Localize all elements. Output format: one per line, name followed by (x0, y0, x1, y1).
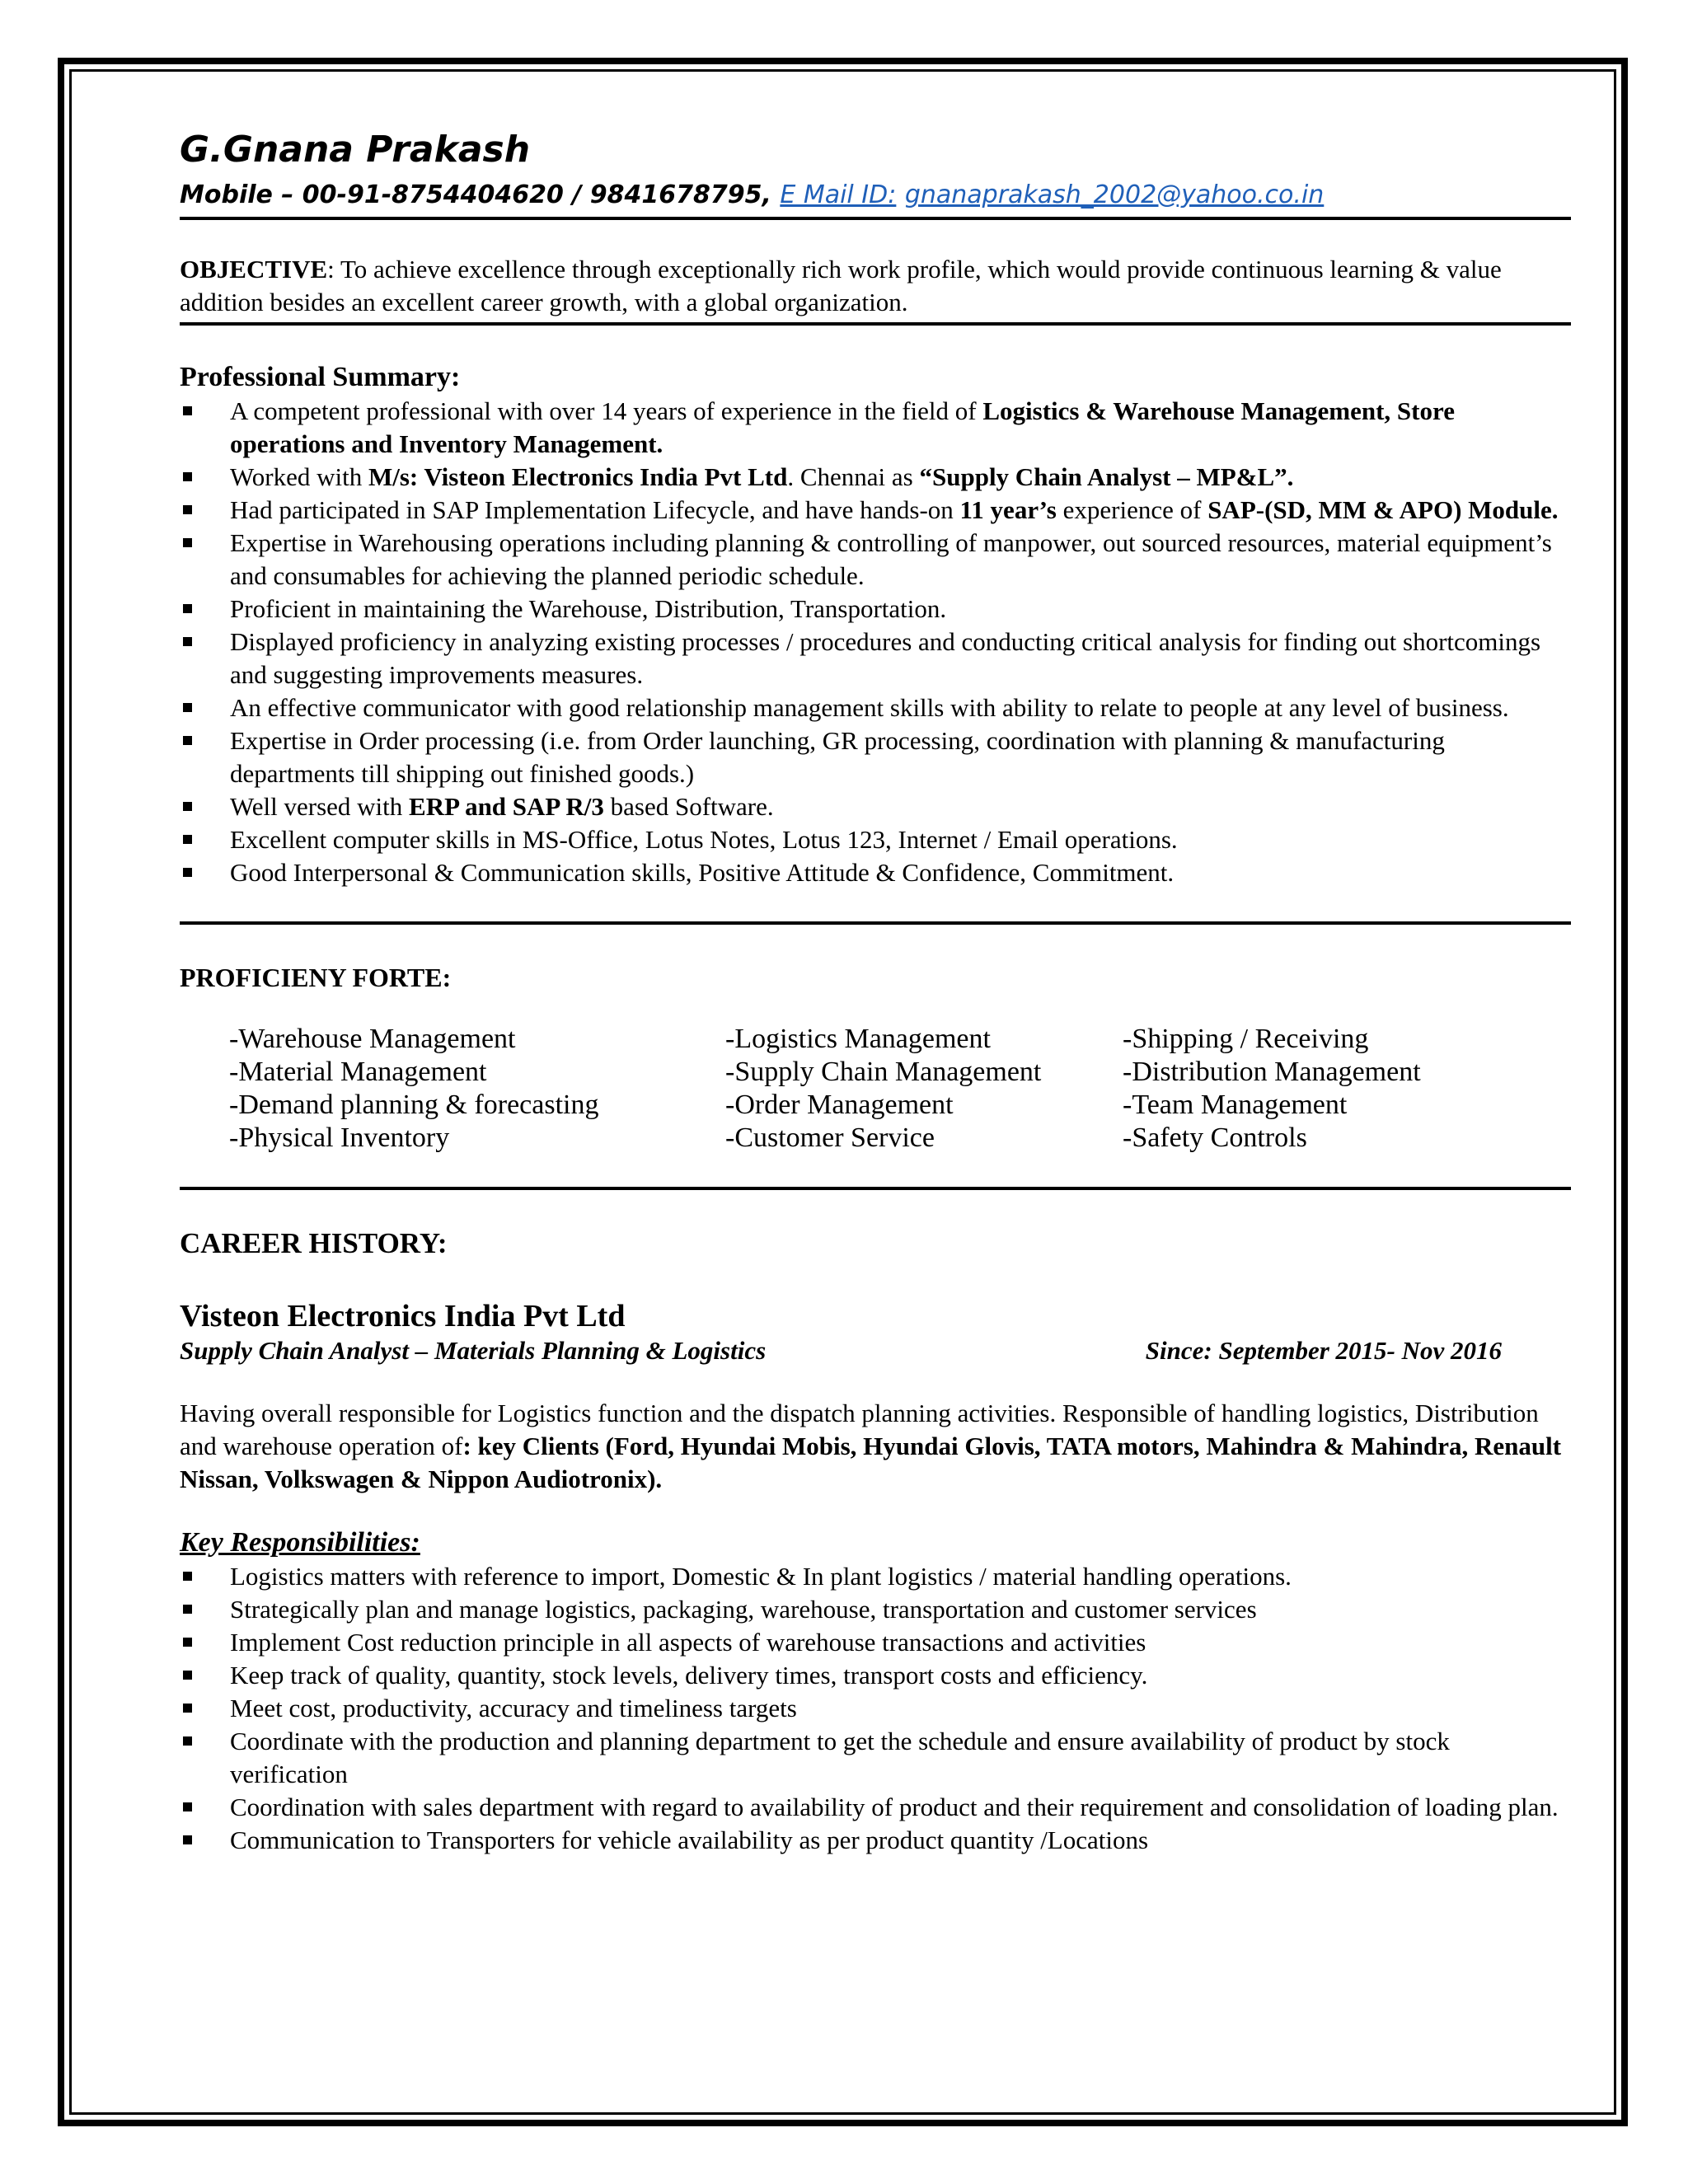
responsibility-item: Keep track of quality, quantity, stock levels, delivery times, transport costs and efficiency. (180, 1659, 1571, 1692)
forte-item: -Warehouse Management (229, 1024, 516, 1054)
resume-content (180, 128, 1571, 1857)
forte-item: -Team Management (1123, 1090, 1348, 1120)
summary-item: Good Interpersonal & Communication skills, Positive Attitude & Confidence, Commitment. (180, 856, 1571, 889)
employment-period: Since: September 2015- Nov 2016 (1145, 1336, 1502, 1365)
summary-item: Excellent computer skills in MS-Office, Lotus Notes, Lotus 123, Internet / Email operations. (180, 823, 1571, 856)
forte-item: -Physical Inventory (229, 1122, 450, 1153)
objective-paragraph (180, 253, 1571, 326)
forte-item: -Demand planning & forecasting (229, 1090, 599, 1120)
job-title: Supply Chain Analyst – Materials Planning & Logistics (180, 1336, 767, 1365)
responsibility-item: Meet cost, productivity, accuracy and timeliness targets (180, 1692, 1571, 1725)
section-divider (180, 1187, 1571, 1190)
responsibility-item: Logistics matters with reference to import, Domestic & In plant logistics / material handling operations. (180, 1560, 1571, 1593)
forte-item: -Material Management (229, 1057, 487, 1087)
email-label-link[interactable]: E Mail ID: (780, 180, 897, 209)
objective-text: : To achieve excellence through exceptionally rich work profile, which would provide continuous learning & value addition besides an excellent career growth, with a global organization. (180, 255, 1502, 316)
proficiency-grid (180, 1023, 1571, 1155)
responsibility-item: Coordinate with the production and planning department to get the schedule and ensure availability of product by stock verification (180, 1725, 1571, 1791)
summary-item: Worked with M/s: Visteon Electronics India Pvt Ltd. Chennai as “Supply Chain Analyst – MP&L”. (180, 461, 1571, 494)
objective-label: OBJECTIVE (180, 255, 328, 284)
proficiency-forte-heading: PROFICIENY FORTE: (180, 963, 452, 992)
forte-item: -Safety Controls (1123, 1122, 1307, 1153)
forte-item: -Distribution Management (1123, 1057, 1421, 1087)
contact-line (180, 179, 1571, 220)
forte-item: -Supply Chain Management (725, 1057, 1042, 1087)
responsibilities-list (180, 1560, 1571, 1857)
summary-item: Proficient in maintaining the Warehouse, Distribution, Transportation. (180, 593, 1571, 626)
company-name: Visteon Electronics India Pvt Ltd (180, 1299, 626, 1333)
responsibility-item: Strategically plan and manage logistics, packaging, warehouse, transportation and customer services (180, 1593, 1571, 1626)
candidate-name: G.Gnana Prakash (180, 129, 531, 171)
summary-item: Expertise in Warehousing operations including planning & controlling of manpower, out sourced resources, material equipment’s and consumables for achieving the planned periodic schedule. (180, 527, 1571, 593)
role-line (180, 1334, 1502, 1367)
forte-item: -Shipping / Receiving (1123, 1024, 1369, 1054)
company-description: Having overall responsible for Logistics function and the dispatch planning activities. Responsible of handling logistics, Distribution and warehouse operation of: key Clients (Ford, Hyundai Mobis, Hyundai Glovis, TATA motors, Mahindra & Mahindra, Renault Nissan, Volkswagen & Nippon Audiotronix). (180, 1399, 1562, 1493)
career-history-heading: CAREER HISTORY: (180, 1227, 448, 1259)
summary-item: A competent professional with over 14 years of experience in the field of Logistics & Warehouse Management, Store operations and Inventory Management. (180, 395, 1571, 461)
summary-item: An effective communicator with good relationship management skills with ability to relate to people at any level of business. (180, 691, 1571, 724)
responsibility-item: Coordination with sales department with regard to availability of product and their requirement and consolidation of loading plan. (180, 1791, 1571, 1824)
professional-summary-heading: Professional Summary: (180, 362, 461, 392)
email-link[interactable]: gnanaprakash_2002@yahoo.co.in (904, 180, 1325, 209)
summary-item: Expertise in Order processing (i.e. from Order launching, GR processing, coordination with planning & manufacturing departments till shipping out finished goods.) (180, 724, 1571, 790)
summary-item: Well versed with ERP and SAP R/3 based Software. (180, 790, 1571, 823)
mobile-numbers: Mobile – 00-91-8754404620 / 9841678795, (180, 180, 771, 209)
key-responsibilities-heading: Key Responsibilities: (180, 1527, 420, 1558)
summary-list (180, 395, 1571, 889)
responsibility-item: Communication to Transporters for vehicle availability as per product quantity /Locations (180, 1824, 1571, 1857)
forte-item: -Customer Service (725, 1122, 935, 1153)
section-divider (180, 921, 1571, 925)
summary-item: Displayed proficiency in analyzing existing processes / procedures and conducting critical analysis for finding out shortcomings and suggesting improvements measures. (180, 626, 1571, 691)
forte-item: -Logistics Management (725, 1024, 991, 1054)
summary-item: Had participated in SAP Implementation Lifecycle, and have hands-on 11 year’s experience of SAP-(SD, MM & APO) Module. (180, 494, 1571, 527)
forte-item: -Order Management (725, 1090, 954, 1120)
responsibility-item: Implement Cost reduction principle in all aspects of warehouse transactions and activities (180, 1626, 1571, 1659)
